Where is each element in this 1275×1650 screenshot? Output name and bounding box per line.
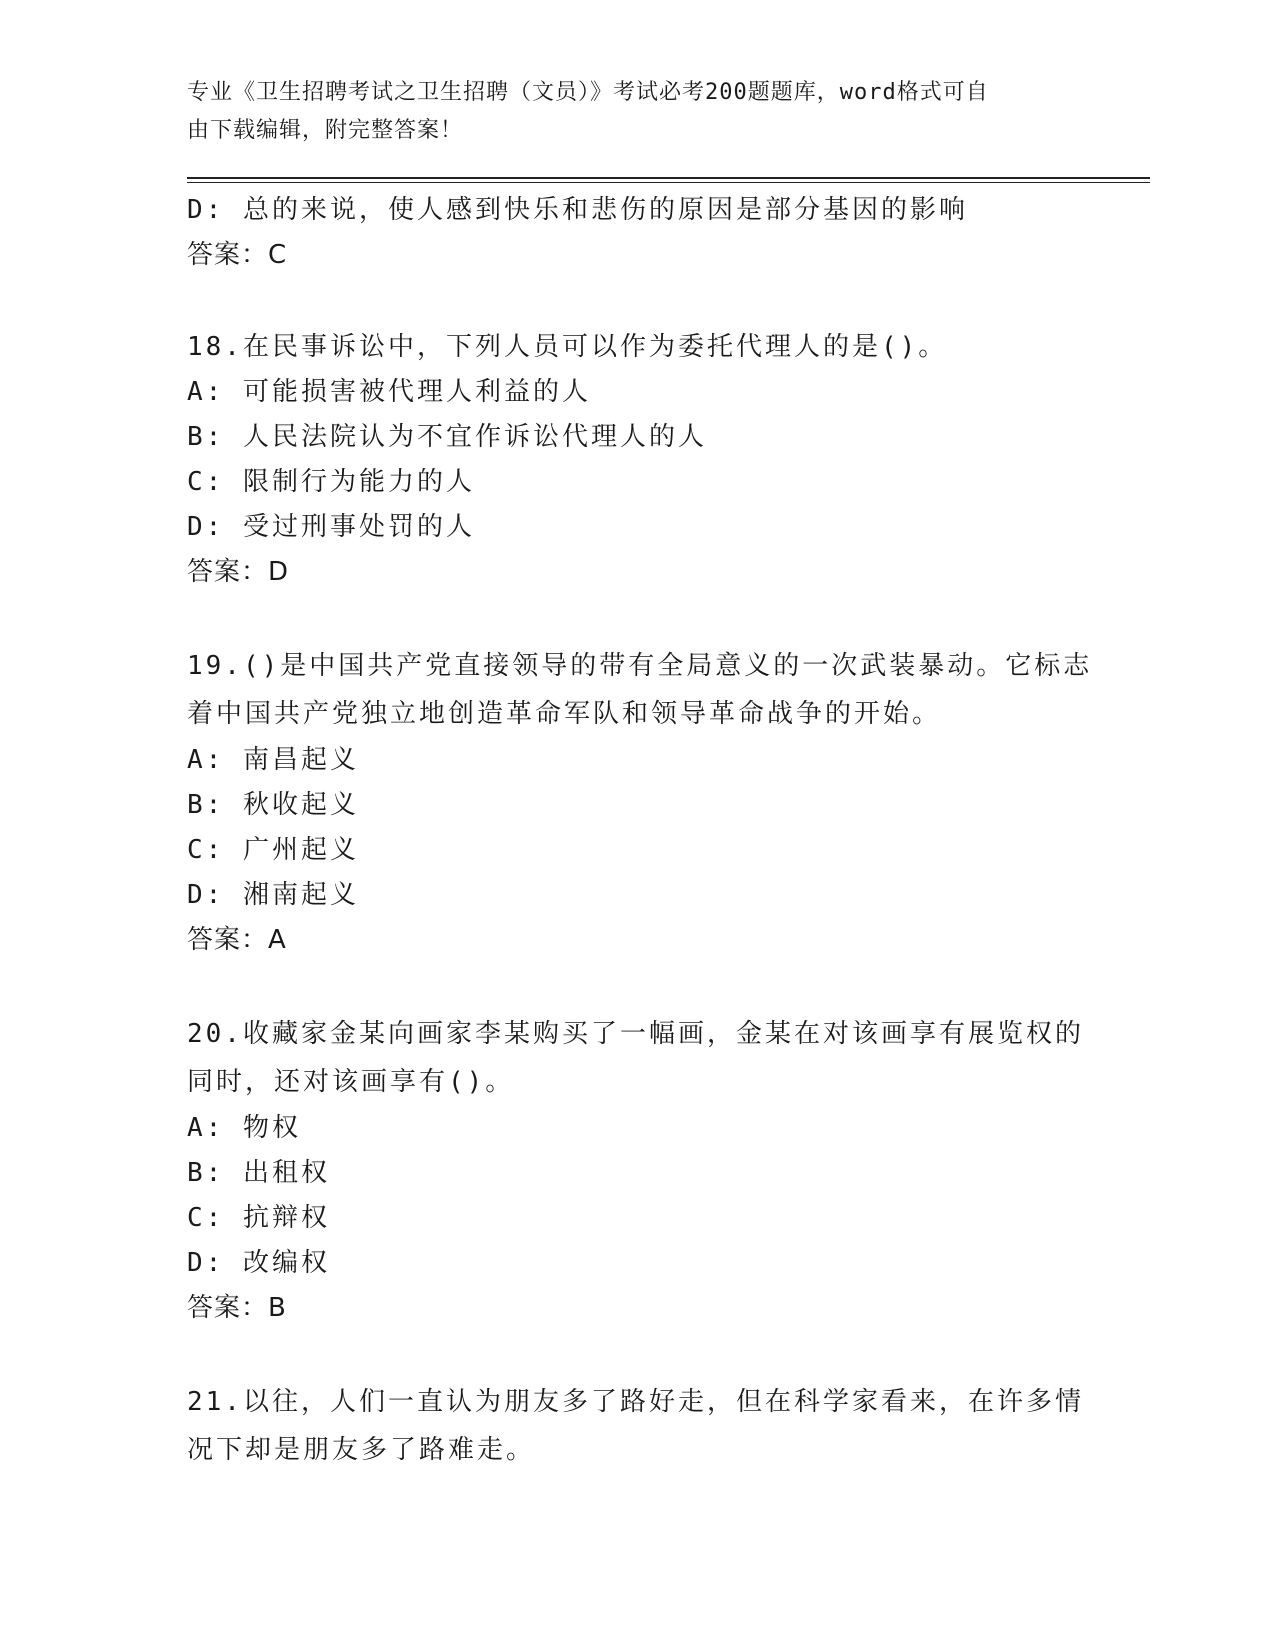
header-divider-thin: [187, 182, 1150, 183]
question-stem-continued: 着中国共产党独立地创造革命军队和领导革命战争的开始。: [187, 699, 942, 729]
header-line-2: 由下载编辑，附完整答案！: [187, 118, 464, 143]
question-19: [187, 642, 1093, 963]
option-c: C: 限制行为能力的人: [187, 467, 475, 497]
question-21: [187, 1378, 1087, 1474]
option-a: A: 物权: [187, 1113, 301, 1143]
answer-line: 答案：C: [187, 240, 288, 270]
question-stem: 21.以往，人们一直认为朋友多了路好走，但在科学家看来，在许多情: [187, 1387, 1084, 1417]
option-c: C: 抗辩权: [187, 1203, 330, 1233]
question-17-tail: [187, 188, 1087, 278]
header-divider-thick: [187, 177, 1150, 179]
option-a: A: 南昌起义: [187, 745, 359, 775]
option-b: B: 秋收起义: [187, 790, 359, 820]
question-20: [187, 1010, 1087, 1331]
question-stem-continued: 况下却是朋友多了路难走。: [187, 1435, 536, 1465]
header-line-1: 专业《卫生招聘考试之卫生招聘（文员）》考试必考200题题库，word格式可自: [187, 80, 989, 105]
spacer: [187, 1331, 1087, 1378]
option-d: D: 受过刑事处罚的人: [187, 512, 475, 542]
option-b: B: 出租权: [187, 1158, 330, 1188]
question-list: [187, 188, 1093, 1474]
question-stem: 18.在民事诉讼中，下列人员可以作为委托代理人的是()。: [187, 332, 948, 362]
spacer: [187, 595, 1087, 642]
spacer: [187, 963, 1087, 1010]
option-c: C: 广州起义: [187, 835, 359, 865]
answer-line: 答案：D: [187, 557, 290, 587]
question-stem: 19.()是中国共产党直接领导的带有全局意义的一次武装暴动。它标志: [187, 651, 1093, 681]
document-header: [187, 74, 1067, 150]
option-d: D: 总的来说，使人感到快乐和悲伤的原因是部分基因的影响: [187, 195, 968, 225]
option-d: D: 湘南起义: [187, 880, 359, 910]
option-b: B: 人民法院认为不宜作诉讼代理人的人: [187, 422, 707, 452]
question-18: [187, 325, 1087, 595]
option-d: D: 改编权: [187, 1248, 330, 1278]
spacer: [187, 278, 1087, 325]
answer-line: 答案：A: [187, 925, 287, 955]
question-stem: 20.收藏家金某向画家李某购买了一幅画，金某在对该画享有展览权的: [187, 1019, 1084, 1049]
option-a: A: 可能损害被代理人利益的人: [187, 377, 591, 407]
question-stem-continued: 同时，还对该画享有()。: [187, 1067, 515, 1097]
answer-line: 答案：B: [187, 1293, 287, 1323]
